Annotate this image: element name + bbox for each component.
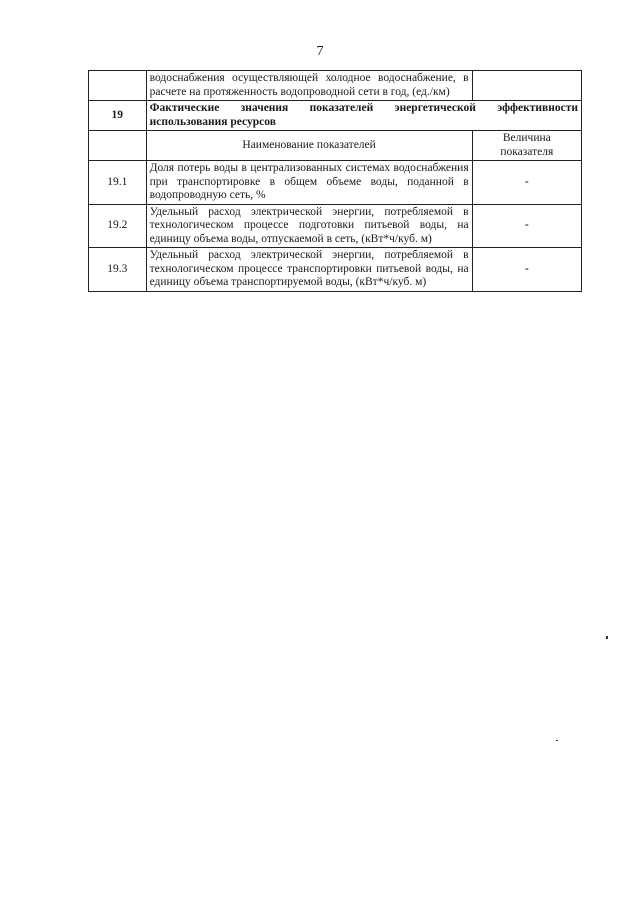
row-number-cell — [89, 71, 147, 101]
scan-speck — [606, 636, 608, 639]
indicator-name-cell: Удельный расход электрической энергии, потребляемой в технологическом процессе подготовки питьевой воды, на единицу объема воды, отпускаемой в сеть, (кВт*ч/куб. м) — [146, 204, 472, 248]
section-row — [89, 101, 582, 131]
indicator-value-cell: - — [472, 248, 581, 292]
scan-speck — [556, 740, 558, 741]
table-row — [89, 248, 582, 292]
header-number-cell — [89, 131, 147, 161]
indicator-name-cell: Доля потерь воды в централизованных системах водоснабжения при транспортировке в общем объеме воды, поданной в водопроводную сеть, % — [146, 161, 472, 205]
header-value-cell: Величина показателя — [472, 131, 581, 161]
indicators-table — [88, 70, 582, 292]
table-header-row — [89, 131, 582, 161]
page-number: 7 — [316, 44, 324, 59]
row-number-cell: 19.2 — [89, 204, 147, 248]
table-row-continued — [89, 71, 582, 101]
section-number: 19 — [89, 101, 147, 131]
indicator-value-cell — [472, 71, 581, 101]
indicator-name-cell: Удельный расход электрической энергии, потребляемой в технологическом процессе транспортировки питьевой воды, на единицу объема транспортируемой воды, (кВт*ч/куб. м) — [146, 248, 472, 292]
row-number-cell: 19.3 — [89, 248, 147, 292]
row-number-cell: 19.1 — [89, 161, 147, 205]
indicator-name-cell: водоснабжения осуществляющей холодное водоснабжение, в расчете на протяженность водопроводной сети в год, (ед./км) — [146, 71, 472, 101]
table-row — [89, 161, 582, 205]
indicator-value-cell: - — [472, 161, 581, 205]
section-title: Фактические значения показателей энергетической эффективности использования ресурсов — [146, 101, 581, 131]
table-row — [89, 204, 582, 248]
header-name-cell: Наименование показателей — [146, 131, 472, 161]
indicator-value-cell: - — [472, 204, 581, 248]
